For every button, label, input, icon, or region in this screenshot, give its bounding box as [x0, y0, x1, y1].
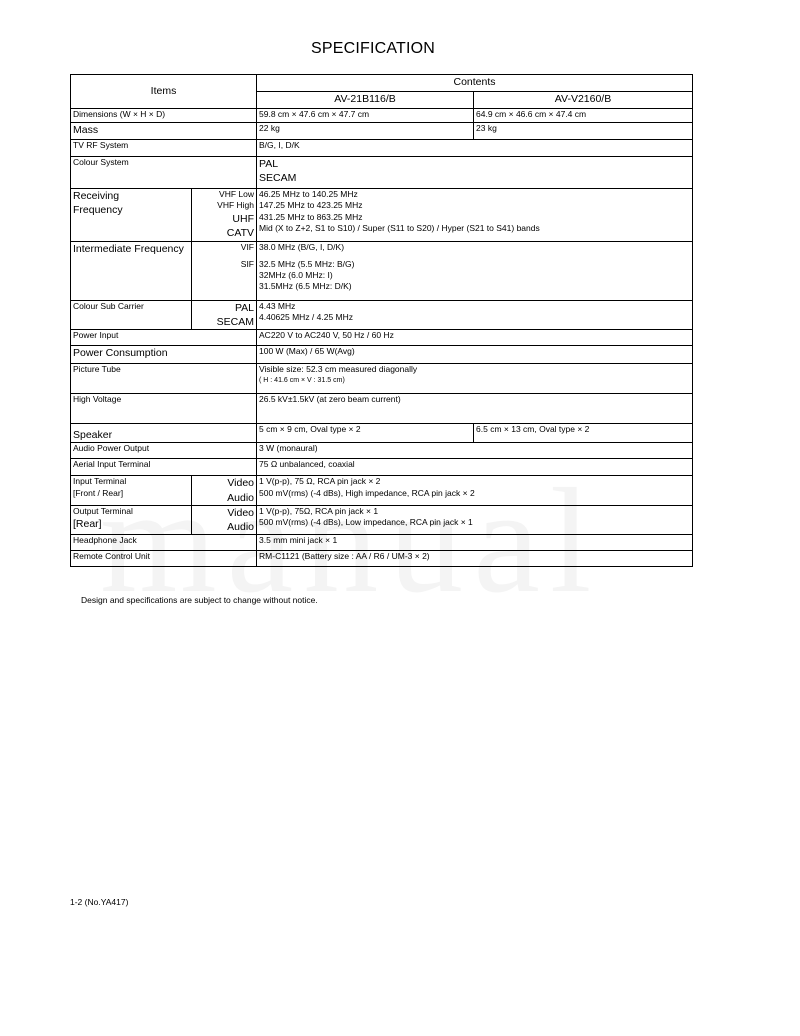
row-mass: [71, 123, 693, 140]
vif-value: 38.0 MHz (B/G, I, D/K): [257, 242, 693, 259]
input-terminal-types: [192, 476, 257, 505]
row-high-voltage: [71, 394, 693, 424]
tvrf-label: TV RF System: [71, 140, 257, 157]
colour-value: [257, 157, 693, 189]
row-remote: [71, 551, 693, 567]
subcarrier-pal-value: 4.43 MHz: [259, 301, 296, 311]
input-terminal-values: [257, 476, 693, 505]
picture-tube-dimensions: ( H : 41.6 cm × V : 31.5 cm): [259, 376, 345, 384]
vif-sub: VIF: [192, 242, 257, 259]
remote-value: RM-C1121 (Battery size : AA / R6 / UM-3 × 2): [257, 551, 693, 567]
power-consumption-label: Power Consumption: [71, 346, 257, 364]
page-title: SPECIFICATION: [310, 40, 436, 57]
remote-label: Remote Control Unit: [71, 551, 257, 567]
value-uhf: 431.25 MHz to 863.25 MHz: [259, 211, 363, 222]
picture-tube-size: Visible size: 52.3 cm measured diagonally: [259, 364, 418, 375]
input-video-value: 1 V(p-p), 75 Ω, RCA pin jack × 2: [259, 476, 381, 487]
row-power-input: [71, 330, 693, 346]
band-catv: CATV: [226, 227, 255, 240]
colour-label: Colour System: [71, 157, 257, 189]
sif-value-3: 31.5MHz (6.5 MHz: D/K): [259, 281, 352, 292]
subcarrier-secam-value: 4.40625 MHz / 4.25 MHz: [259, 312, 354, 323]
output-video: Video: [227, 506, 255, 519]
power-input-value: AC220 V to AC240 V, 50 Hz / 60 Hz: [257, 330, 693, 346]
dimensions-model2: 64.9 cm × 46.6 cm × 47.4 cm: [474, 109, 693, 123]
row-if-vif: [71, 242, 693, 259]
input-terminal-label: [71, 476, 192, 505]
row-headphone: [71, 535, 693, 551]
headphone-label: Headphone Jack: [71, 535, 257, 551]
output-terminal-label-line2: [Rear]: [73, 518, 102, 531]
output-terminal-label: [71, 505, 192, 534]
input-audio: Audio: [227, 491, 255, 504]
aerial-value: 75 Ω unbalanced, coaxial: [257, 459, 693, 476]
output-audio-value: 500 mV(rms) (-4 dBs), Low impedance, RCA pin jack × 1: [259, 517, 473, 528]
row-aerial-input: [71, 459, 693, 476]
band-vhf-low: VHF Low: [219, 189, 255, 199]
subcarrier-values: [257, 301, 693, 330]
high-voltage-label: High Voltage: [71, 394, 257, 424]
row-picture-tube: [71, 364, 693, 394]
if-label: Intermediate Frequency: [71, 242, 192, 301]
subcarrier-secam: SECAM: [216, 316, 255, 329]
subcarrier-label: Colour Sub Carrier: [71, 301, 192, 330]
disclaimer-note: Design and specifications are subject to change without notice.: [81, 595, 318, 605]
specification-table: [70, 74, 693, 567]
receiving-label-line1: Receiving: [73, 190, 120, 202]
row-speaker: [71, 424, 693, 443]
page-footer: 1-2 (No.YA417): [70, 897, 129, 907]
sif-values: [257, 259, 693, 301]
band-uhf: UHF: [232, 212, 255, 225]
picture-tube-value: [257, 364, 693, 394]
band-vhf-high: VHF High: [217, 200, 255, 211]
row-output-terminal: [71, 505, 693, 534]
row-colour-sub-carrier: [71, 301, 693, 330]
mass-model1: 22 kg: [257, 123, 474, 140]
items-header: Items: [71, 75, 257, 109]
high-voltage-value: 26.5 kV±1.5kV (at zero beam current): [257, 394, 693, 424]
colour-secam: SECAM: [259, 172, 297, 185]
receiving-label-line2: Frequency: [73, 204, 123, 217]
speaker-label: Speaker: [71, 424, 257, 443]
output-terminal-types: [192, 505, 257, 534]
output-terminal-label-line1: Output Terminal: [73, 505, 133, 516]
colour-pal: PAL: [259, 158, 279, 170]
input-video: Video: [227, 477, 255, 490]
value-catv: Mid (X to Z+2, S1 to S10) / Super (S11 to S20) / Hyper (S21 to S41) bands: [259, 223, 540, 234]
row-colour-system: [71, 157, 693, 189]
output-video-value: 1 V(p-p), 75Ω, RCA pin jack × 1: [259, 505, 379, 516]
dimensions-model1: 59.8 cm × 47.6 cm × 47.7 cm: [257, 109, 474, 123]
receiving-values: [257, 189, 693, 242]
row-receiving-frequency: [71, 189, 693, 242]
input-terminal-label-line2: [Front / Rear]: [73, 487, 124, 498]
model1-header: AV-21B116/B: [257, 92, 474, 109]
contents-header: Contents: [257, 75, 693, 92]
row-dimensions: [71, 109, 693, 123]
power-consumption-value: 100 W (Max) / 65 W(Avg): [257, 346, 693, 364]
receiving-bands: [192, 189, 257, 242]
speaker-model1: 5 cm × 9 cm, Oval type × 2: [257, 424, 474, 443]
header-row: [71, 75, 693, 92]
mass-model2: 23 kg: [474, 123, 693, 140]
mass-label: Mass: [71, 123, 257, 140]
subcarrier-pal: PAL: [234, 302, 255, 314]
dimensions-label: Dimensions (W × H × D): [71, 109, 257, 123]
input-audio-value: 500 mV(rms) (-4 dBs), High impedance, RCA pin jack × 2: [259, 487, 475, 498]
value-vhf-high: 147.25 MHz to 423.25 MHz: [259, 200, 363, 211]
value-vhf-low: 46.25 MHz to 140.25 MHz: [259, 189, 358, 199]
audio-power-label: Audio Power Output: [71, 443, 257, 459]
picture-tube-label: Picture Tube: [71, 364, 257, 394]
sif-value-2: 32MHz (6.0 MHz: I): [259, 269, 333, 280]
row-power-consumption: [71, 346, 693, 364]
tvrf-value: B/G, I, D/K: [257, 140, 693, 157]
speaker-model2: 6.5 cm × 13 cm, Oval type × 2: [474, 424, 693, 443]
sif-sub: SIF: [192, 259, 257, 301]
receiving-label: [71, 189, 192, 242]
subcarrier-systems: [192, 301, 257, 330]
model2-header: AV-V2160/B: [474, 92, 693, 109]
aerial-label: Aerial Input Terminal: [71, 459, 257, 476]
output-terminal-values: [257, 505, 693, 534]
headphone-value: 3.5 mm mini jack × 1: [257, 535, 693, 551]
row-input-terminal: [71, 476, 693, 505]
power-input-label: Power Input: [71, 330, 257, 346]
sif-value-1: 32.5 MHz (5.5 MHz: B/G): [259, 258, 355, 269]
row-audio-power: [71, 443, 693, 459]
row-tv-rf: [71, 140, 693, 157]
input-terminal-label-line1: Input Terminal: [73, 476, 127, 487]
audio-power-value: 3 W (monaural): [257, 443, 693, 459]
output-audio: Audio: [227, 520, 255, 533]
